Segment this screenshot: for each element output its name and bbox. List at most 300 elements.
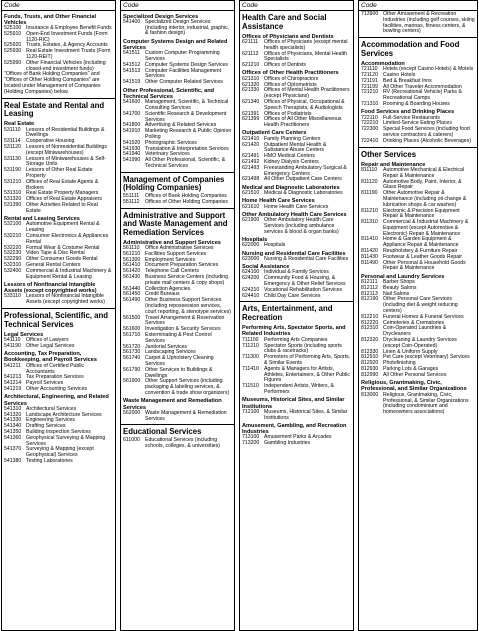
naics-code: 561740	[123, 355, 141, 362]
industry-label: Kidney Dialysis Centers	[264, 158, 319, 165]
naics-code: 624310	[242, 286, 260, 293]
code-row	[359, 168, 477, 180]
naics-code: 561300	[123, 256, 141, 263]
industry-label: Offices of Real Estate Agents & Brokers	[26, 178, 99, 191]
industry-label: Other Business Support Services (including repossession services, court reporting, & stenotype services)	[145, 297, 231, 315]
code-row	[359, 393, 477, 416]
column-header: Code	[359, 1, 477, 11]
naics-code: 561430	[123, 274, 141, 281]
naics-code: 621492	[242, 158, 260, 165]
naics-code: 812990	[361, 371, 379, 378]
industry-label: Family Planning Centers	[264, 135, 321, 142]
naics-code: 812112	[361, 284, 378, 291]
naics-code: 621498	[242, 176, 260, 183]
subsection-heading: Hospitals	[242, 236, 268, 243]
column-3	[239, 0, 354, 631]
industry-label: Agents & Managers for Artists, Athletes, Entertainers, & Other Public Figures	[264, 365, 350, 384]
subsection-heading: Offices of Other Health Practitioners	[242, 70, 339, 77]
industry-label: Engineering Services	[26, 417, 76, 424]
code-row	[240, 100, 353, 112]
naics-code: 532400	[4, 267, 22, 274]
industry-label: Funeral Homes & Funeral Services	[383, 313, 464, 320]
industry-label: Limited-Service Eating Places	[383, 120, 452, 127]
industry-label: Geophysical Surveying & Mapping Services	[26, 434, 106, 447]
naics-code: 525100	[4, 25, 22, 32]
industry-label: Offices of Chiropractors	[264, 75, 319, 82]
industry-label: Photographic Services	[145, 139, 197, 146]
industry-label: Pet Care (except Veterinary) Services	[383, 354, 470, 361]
industry-label: Offices of Mental Health Practitioners (except Physicians)	[264, 87, 350, 100]
industry-label: Offices of Bank Holding Companies	[145, 192, 227, 199]
naics-code: 812190	[361, 296, 379, 303]
naics-code: 541930	[123, 145, 141, 152]
code-row	[2, 269, 115, 281]
industry-label: General Rental Centers	[26, 261, 81, 268]
naics-code: 621420	[242, 141, 260, 148]
industry-label: Marketing Research & Public Opinion Polling	[145, 128, 232, 140]
naics-code: 812320	[361, 337, 379, 344]
industry-label: HMO Medical Centers	[264, 153, 316, 160]
industry-label: Cooperative Housing	[26, 138, 75, 145]
section-block	[359, 11, 477, 38]
industry-label: Payroll Services	[26, 380, 64, 387]
industry-label: Hospitals	[264, 242, 286, 249]
naics-code: 541350	[4, 428, 22, 435]
section-block	[121, 173, 234, 209]
industry-label: Facilities Support Services	[145, 250, 207, 257]
industry-label: Advertising & Related Services	[145, 122, 217, 129]
section-title: Other Services	[361, 149, 417, 159]
industry-label: Offices of Lawyers	[26, 337, 69, 344]
industry-label: Vocational Rehabilitation Services	[264, 286, 343, 293]
naics-code: 541380	[4, 457, 22, 464]
code-row	[121, 129, 234, 141]
subsection-heading: Waste Management and Remediation Services	[123, 398, 222, 411]
industry-label: Surveying & Mapping (except Geophysical) Services	[26, 446, 94, 459]
section-title: Professional, Scientific, and Technical Services	[4, 311, 108, 329]
industry-label: Offices of Physicians (except mental health specialists)	[264, 38, 348, 51]
industry-label: RV (Recreational Vehicle) Parks & Recreational Camps	[383, 89, 462, 102]
industry-label: Lessors of Nonresidential Buildings (except Miniwarehouses)	[26, 144, 108, 156]
industry-label: Insurance & Employee Benefit Funds	[26, 25, 112, 32]
naics-code: 611000	[123, 437, 140, 444]
industry-label: Other Legal Services	[26, 342, 75, 349]
code-row	[359, 127, 477, 139]
industry-label: All Other Outpatient Care Centers	[264, 176, 342, 183]
code-row	[359, 139, 477, 145]
code-row	[240, 410, 353, 422]
industry-label: Real Estate Property Managers	[26, 190, 99, 197]
industry-label: Performing Arts Companies	[264, 336, 328, 343]
code-row	[240, 367, 353, 384]
naics-code: 722110	[361, 114, 378, 121]
code-row	[359, 297, 477, 314]
subsection-heading: Computer Systems Design and Related Services	[123, 38, 228, 51]
naics-code: 621391	[242, 110, 260, 117]
industry-label: Document Preparation Services	[145, 262, 219, 269]
naics-code: 541330	[4, 417, 22, 424]
industry-label: Amusement Parks & Arcades	[264, 434, 332, 441]
industry-label: Trusts, Estates, & Agency Accounts	[26, 42, 108, 49]
code-row	[359, 220, 477, 237]
naics-code: 621510	[242, 189, 260, 196]
subsection-heading: Personal and Laundry Services	[361, 273, 445, 280]
industry-label: Offices of Optometrists	[264, 81, 317, 88]
industry-label: Computer Systems Design Services	[145, 61, 229, 68]
naics-code: 811490	[361, 259, 378, 266]
section-title: Administrative and Support and Waste Management and Remediation Services	[123, 210, 228, 237]
naics-code: 812920	[361, 360, 379, 367]
industry-label: Veterinary Services	[145, 151, 190, 158]
industry-label: Other Automotive Repair & Maintenance (including oil change & lubrication shops & car washes)	[383, 190, 467, 208]
code-row	[359, 102, 477, 108]
industry-label: Other Consumer Goods Rental	[26, 256, 98, 263]
industry-label: Religious, Grantmaking, Civic, Professional, & Similar Organizations (including condominium and homeowners associations)	[383, 391, 469, 416]
naics-code: 531320	[4, 196, 22, 203]
section-block	[2, 309, 115, 467]
subsection-heading: Accounting, Tax Preparation, Bookkeeping, and Payroll Services	[4, 351, 97, 364]
industry-label: Custom Computer Programming Services	[145, 50, 220, 63]
code-row	[240, 257, 353, 263]
industry-label: All Other Traveler Accommodation	[383, 83, 462, 90]
industry-label: Carpet & Upholstery Cleaning Services	[145, 355, 214, 368]
naics-code: 532310	[4, 261, 22, 268]
industry-label: Offices of All Other Miscellaneous Health Practitioners	[264, 116, 342, 129]
naics-code: 621410	[242, 135, 260, 142]
industry-label: Other Computer Related Services	[145, 79, 223, 86]
naics-code: 813000	[361, 391, 379, 398]
code-row	[121, 411, 234, 423]
naics-code: 561110	[123, 245, 140, 252]
naics-code: 721310	[361, 100, 379, 107]
naics-code: 711210	[242, 342, 259, 349]
industry-label: Special Food Services (including food service contractors & caterers)	[383, 126, 470, 138]
subsection-heading: Nursing and Residential Care Facilities	[242, 250, 346, 257]
naics-code: 811110	[361, 166, 378, 173]
industry-label: Offices of Podiatrists	[264, 110, 312, 117]
industry-label: Other Accounting Services	[26, 385, 88, 392]
code-row	[240, 63, 353, 69]
section-block	[359, 38, 477, 147]
naics-code: 713200	[242, 440, 260, 447]
industry-label: Credit Bureaus	[145, 291, 180, 298]
naics-code: 621111	[242, 38, 259, 45]
column-header: Code	[2, 1, 115, 11]
subsection-heading: Specialized Design Services	[123, 13, 199, 20]
section-title: Arts, Entertainment, and Recreation	[242, 304, 333, 323]
section-block	[240, 302, 353, 449]
naics-code: 531210	[4, 178, 22, 185]
industry-label: All Other Professional, Scientific, & Technical Services	[145, 157, 226, 169]
naics-code: 525910	[4, 30, 22, 37]
industry-label: Open-End Investment Funds (Form 1120-RIC)	[26, 30, 108, 43]
industry-label: Management, Scientific, & Technical Consulting Services	[145, 99, 229, 111]
naics-code: 541110	[4, 337, 21, 344]
industry-label: Testing Laboratories	[26, 457, 73, 464]
naics-code: 711100	[242, 336, 259, 343]
industry-label: Video Tape & Disc Rental	[26, 250, 85, 257]
code-row	[359, 373, 477, 379]
industry-label: Other Services to Buildings & Dwellings	[145, 366, 213, 379]
code-row	[240, 177, 353, 183]
naics-code: 541990	[123, 157, 141, 164]
naics-code: 812910	[361, 354, 379, 361]
naics-code: 561500	[123, 314, 141, 321]
industry-label: Other Ambulatory Health Care Services (including ambulance services & blood & organ banks)	[264, 217, 339, 235]
industry-label: Drafting Services	[26, 423, 66, 430]
industry-label: Other Financial Vehicles (including closed-end investment funds)	[26, 59, 106, 72]
column-header: Code	[121, 1, 234, 11]
subsection-heading: Funds, Trusts, and Other Financial Vehicles	[4, 13, 96, 26]
naics-code: 541910	[123, 128, 141, 135]
industry-label: Offices of Certified Public Accountants	[26, 362, 85, 375]
naics-code: 541920	[123, 139, 141, 146]
naics-code: 541219	[4, 385, 22, 392]
industry-label: Translation & Interpretation Services	[145, 145, 229, 152]
naics-code: 811310	[361, 219, 378, 226]
naics-code: 622000	[242, 242, 260, 249]
subsection-heading: Accommodation	[361, 60, 405, 67]
naics-code: 541511	[123, 50, 140, 57]
naics-code: 812210	[361, 313, 379, 320]
naics-code: 541360	[4, 434, 22, 441]
section-block	[121, 425, 234, 451]
naics-code: 811120	[361, 178, 378, 185]
industry-label: Cemeteries & Crematories	[383, 319, 445, 326]
industry-label: Lessors of Nonfinancial Intangible Assets (except copyrighted works)	[26, 293, 105, 306]
industry-label: Building Inspection Services	[26, 428, 91, 435]
naics-code: 551112	[123, 198, 140, 205]
code-row	[240, 117, 353, 129]
naics-code: 531310	[4, 190, 22, 197]
naics-code: 541700	[123, 110, 141, 117]
industry-label: Commercial & Industrial Machinery & Equipment (except Automotive & Electronic) Repair & Maintenance	[383, 219, 469, 237]
code-row	[240, 218, 353, 235]
naics-code: 533110	[4, 293, 21, 300]
section-block	[240, 11, 353, 302]
naics-code: 721110	[361, 66, 378, 73]
naics-code: 621330	[242, 87, 260, 94]
industry-label: Lessors of Other Real Estate Property	[26, 167, 93, 180]
code-row	[240, 205, 353, 211]
naics-code: 811210	[361, 207, 378, 214]
code-row	[2, 294, 115, 306]
industry-label: Automotive Mechanical & Electrical Repair & Maintenance	[383, 166, 465, 179]
naics-code: 561720	[123, 343, 141, 350]
code-row	[2, 234, 115, 246]
industry-label: Office Administrative Services	[145, 245, 214, 252]
naics-code: 621112	[242, 50, 259, 57]
naics-code: 624200	[242, 275, 260, 282]
naics-code: 531114	[4, 138, 21, 145]
industry-label: Bed & Breakfast Inns	[383, 77, 432, 84]
naics-code: 624410	[242, 292, 260, 299]
naics-code: 531120	[4, 144, 21, 151]
code-row	[121, 80, 234, 86]
industry-label: Hotels (except Casino Hotels) & Motels	[383, 66, 474, 73]
subsection-heading: Other Professional, Scientific, and Technical Services	[123, 87, 215, 100]
naics-code: 812113	[361, 290, 378, 297]
naics-code: 541519	[123, 79, 141, 86]
naics-code: 525930	[4, 48, 22, 55]
code-row	[2, 203, 115, 215]
section-block	[121, 209, 234, 426]
industry-label: Other Support Services (including packaging & labeling services, & convention & trade show organizers)	[145, 378, 230, 396]
industry-label: Drycleaning & Laundry Services (except Coin-Operated)	[383, 337, 457, 349]
naics-code: 713100	[242, 434, 260, 441]
naics-code: 541320	[4, 411, 22, 418]
industry-label: Independent Artists, Writers, & Performers	[264, 383, 334, 395]
naics-code: 721120	[361, 71, 378, 78]
naics-code: 722300	[361, 126, 379, 133]
industry-label: Offices of Real Estate Appraisers	[26, 196, 103, 203]
naics-code: 561210	[123, 250, 141, 257]
naics-code: 621340	[242, 98, 260, 105]
industry-label: Waste Management & Remediation Services	[145, 409, 227, 422]
industry-label: Coin-Operated Laundries & Drycleaners	[383, 325, 447, 338]
code-row	[121, 200, 234, 206]
naics-code: 541600	[123, 99, 141, 106]
industry-label: Janitorial Services	[145, 343, 188, 350]
naics-code: 721191	[361, 77, 378, 84]
naics-code: 711410	[242, 365, 259, 372]
code-row	[121, 100, 234, 112]
naics-code: 621610	[242, 203, 260, 210]
section-title: Health Care and Social Assistance	[242, 13, 327, 31]
section-title: Management of Companies (Holding Companies)	[123, 174, 225, 193]
industry-label: Child Day Care Services	[264, 292, 321, 299]
column-1	[1, 0, 116, 631]
section-title: Accommodation and Food Services	[361, 40, 460, 58]
naics-code: 561450	[123, 291, 141, 298]
industry-label: Investigation & Security Services	[145, 326, 221, 333]
naics-code: 621210	[242, 62, 260, 69]
naics-code: 541513	[123, 67, 141, 74]
industry-label: Offices of Physical, Occupational & Speech Therapists, & Audiologists	[264, 98, 345, 111]
naics-code: 812330	[361, 348, 379, 355]
naics-code: 525990	[4, 59, 22, 66]
subsection-heading: Outpatient Care Centers	[242, 130, 307, 137]
naics-code: 623000	[242, 255, 260, 262]
industry-label: Landscaping Services	[145, 349, 196, 356]
industry-label: Photofinishing	[383, 360, 416, 367]
naics-code: 551111	[123, 192, 140, 199]
naics-code: 532290	[4, 256, 22, 263]
naics-code: 812111	[361, 279, 378, 286]
subsection-heading: Real Estate	[4, 121, 35, 128]
subsection-heading: Performing Arts, Spectator Sports, and Related Industries	[242, 325, 346, 338]
code-row	[121, 333, 234, 345]
code-row	[121, 298, 234, 315]
industry-label: Collection Agencies	[145, 285, 191, 292]
naics-code: 621491	[242, 153, 260, 160]
industry-label: Formal Wear & Costume Rental	[26, 244, 100, 251]
column-4	[358, 0, 478, 631]
industry-label: Home Health Care Services	[264, 203, 329, 210]
code-row	[121, 158, 234, 170]
subsection-heading: Museums, Historical Sites, and Similar Institutions	[242, 397, 345, 410]
industry-label: Commercial & Industrial Machinery & Equipment Rental & Leasing	[26, 267, 112, 280]
industry-label: Offices of Physicians, Mental Health Specialists	[264, 50, 347, 63]
code-row	[359, 261, 477, 273]
industry-label: Tax Preparation Services	[26, 374, 84, 381]
subsection-heading: Offices of Physicians and Dentists	[242, 33, 334, 40]
naics-code: 812930	[361, 366, 379, 373]
naics-code: 811410	[361, 236, 378, 243]
industry-label: Consumer Electronics & Appliances Rental	[26, 232, 109, 245]
industry-label: Exterminating & Pest Control Services	[145, 332, 212, 344]
industry-label: Footwear & Leather Goods Repair	[383, 253, 463, 260]
holding-companies-note: "Offices of Bank Holding Companies" and "Offices of Other Holding Companies" are located under Management of Companies (Holding Companies) below.	[4, 71, 101, 95]
industry-label: Offices of Dentists	[264, 62, 306, 69]
industry-label: Scientific Research & Development Services	[145, 110, 227, 123]
industry-label: Community Food & Housing, & Emergency & Other Relief Services	[264, 275, 346, 288]
naics-code: 561900	[123, 378, 141, 385]
naics-code: 532100	[4, 221, 22, 228]
naics-code: 621900	[242, 217, 260, 224]
industry-label: Computer Facilities Management Services	[145, 67, 222, 80]
industry-label: Museums, Historical Sites, & Similar Institutions	[264, 408, 348, 421]
naics-code: 561410	[123, 262, 141, 269]
subsection-heading: Lessors of Nonfinancial Intangible Assets (except copyrighted works)	[4, 281, 97, 295]
code-row	[359, 338, 477, 350]
code-row	[240, 294, 353, 300]
naics-code: 531130	[4, 155, 21, 162]
industry-label: Specialized Design Services (including interior, industrial, graphic, & fashion design)	[145, 18, 230, 37]
industry-label: Beauty Salons	[383, 284, 417, 291]
industry-label: Offices of Other Holding Companies	[145, 198, 228, 205]
naics-code: 541310	[4, 405, 22, 412]
section-block	[359, 148, 477, 418]
code-row	[240, 384, 353, 396]
naics-code: 531390	[4, 202, 22, 208]
naics-code: 541370	[4, 446, 22, 453]
code-row	[359, 12, 477, 35]
code-row	[2, 387, 115, 393]
naics-code: 541400	[123, 18, 141, 25]
code-row	[2, 459, 115, 465]
code-row	[121, 275, 234, 287]
naics-code: 621493	[242, 164, 260, 171]
industry-label: Automotive Equipment Rental & Leasing	[26, 221, 100, 234]
code-row	[121, 438, 234, 450]
industry-label: All Other Personal Services	[383, 371, 447, 378]
industry-label: Landscape Architecture Services	[26, 411, 102, 418]
industry-label: Electronic & Precision Equipment Repair & Maintenance	[383, 207, 460, 220]
naics-code: 561440	[123, 285, 141, 292]
naics-code: 561790	[123, 366, 141, 373]
naics-code: 561420	[123, 268, 141, 275]
industry-label: Home & Garden Equipment & Appliance Repair & Maintenance	[383, 236, 459, 249]
naics-code: 811430	[361, 253, 378, 260]
naics-code: 541940	[123, 151, 141, 158]
naics-code: 525920	[4, 42, 22, 49]
section-title: Educational Services	[123, 427, 202, 437]
industry-label: Gambling Industries	[264, 440, 311, 447]
code-row	[240, 441, 353, 447]
naics-code: 561710	[123, 332, 141, 339]
industry-label: Outpatient Mental Health & Substance Abuse Centers	[264, 141, 327, 154]
naics-code: 541340	[4, 423, 22, 430]
code-row	[240, 355, 353, 367]
naics-code: 531110	[4, 126, 21, 133]
subsection-heading: Other Ambulatory Health Care Services	[242, 211, 347, 218]
section-block	[121, 11, 234, 173]
naics-code: 541211	[4, 362, 21, 369]
industry-label: Business Service Centers (including private mail centers & copy shops)	[145, 274, 229, 286]
industry-label: Individual & Family Services	[264, 269, 329, 276]
naics-code: 811190	[361, 190, 378, 197]
